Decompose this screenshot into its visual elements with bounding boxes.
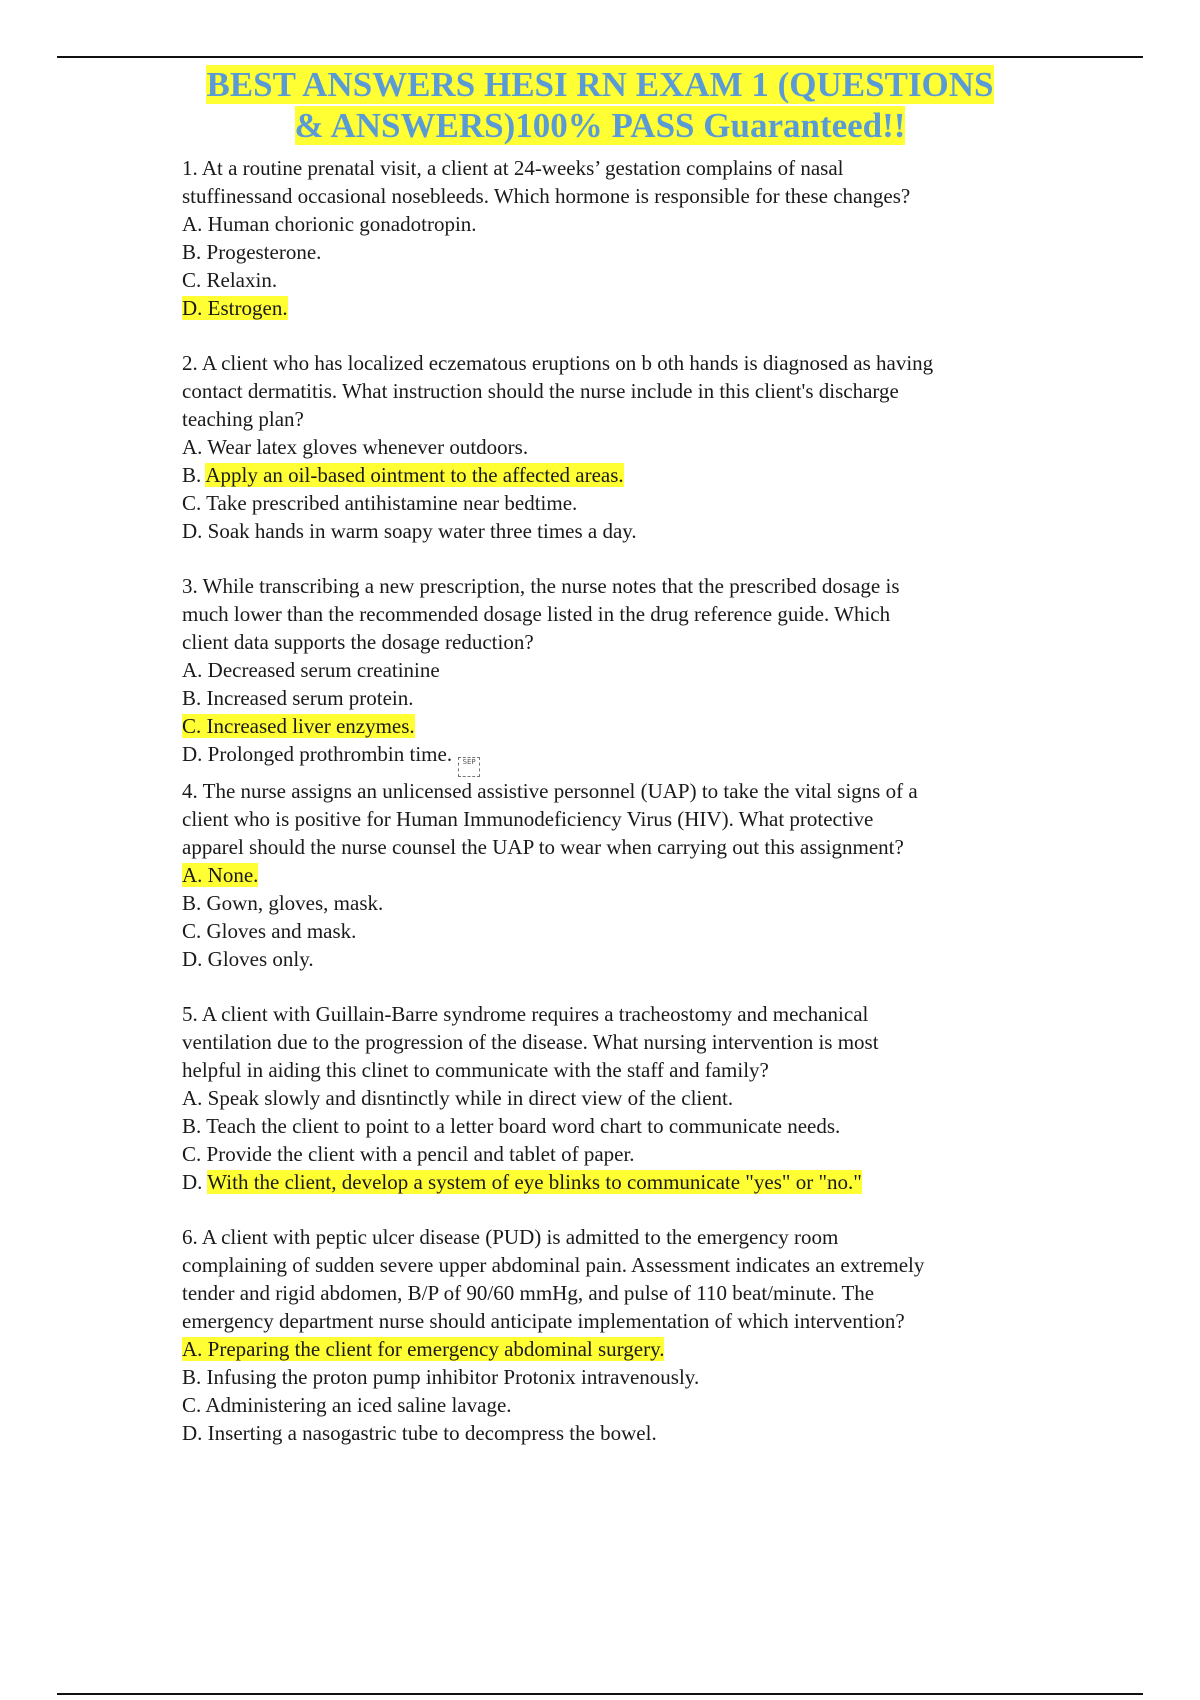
question-5-stem-line-2: ventilation due to the progression of the disease. What nursing intervention is most (182, 1030, 879, 1054)
question-5-stem (182, 1000, 1082, 1084)
question-6-stem (182, 1223, 1082, 1335)
question-5-option-c: C. Provide the client with a pencil and tablet of paper. (182, 1142, 635, 1166)
question-2-option-c: C. Take prescribed antihistamine near bedtime. (182, 491, 578, 515)
question-5 (182, 1000, 1082, 1196)
question-4-option-c: C. Gloves and mask. (182, 919, 357, 943)
question-4-stem-line-2: client who is positive for Human Immunodeficiency Virus (HIV). What protective (182, 807, 874, 831)
top-divider (57, 56, 1143, 58)
question-3-stem-line-2: much lower than the recommended dosage listed in the drug reference guide. Which (182, 602, 891, 626)
question-2 (182, 349, 1082, 545)
question-1-option-a: A. Human chorionic gonadotropin. (182, 212, 477, 236)
question-4-option-b: B. Gown, gloves, mask. (182, 891, 384, 915)
question-3-option-c-answer: C. Increased liver enzymes. (182, 714, 415, 738)
question-6-option-b: B. Infusing the proton pump inhibitor Protonix intravenously. (182, 1365, 700, 1389)
bottom-divider (57, 1693, 1143, 1695)
question-6-stem-line-3: tender and rigid abdomen, B/P of 90/60 mmHg, and pulse of 110 beat/minute. The (182, 1281, 875, 1305)
question-4-option-d: D. Gloves only. (182, 947, 314, 971)
question-6-stem-line-1: 6. A client with peptic ulcer disease (PUD) is admitted to the emergency room (182, 1225, 839, 1249)
question-6-stem-line-2: complaining of sudden severe upper abdominal pain. Assessment indicates an extremely (182, 1253, 925, 1277)
question-4 (182, 777, 1082, 973)
question-6-stem-line-4: emergency department nurse should anticipate implementation of which intervention? (182, 1309, 905, 1333)
question-1-option-b: B. Progesterone. (182, 240, 322, 264)
question-5-stem-line-1: 5. A client with Guillain-Barre syndrome requires a tracheostomy and mechanical (182, 1002, 869, 1026)
question-list (182, 154, 1082, 1474)
question-1 (182, 154, 1082, 322)
question-4-stem (182, 777, 1082, 861)
question-5-stem-line-3: helpful in aiding this clinet to communicate with the staff and family? (182, 1058, 769, 1082)
question-2-stem-line-2: contact dermatitis. What instruction should the nurse include in this client's discharge (182, 379, 899, 403)
title-line-1: BEST ANSWERS HESI RN EXAM 1 (QUESTIONS (206, 65, 994, 104)
question-2-stem-line-3: teaching plan? (182, 407, 304, 431)
question-6-option-d: D. Inserting a nasogastric tube to decompress the bowel. (182, 1421, 657, 1445)
question-1-stem-line-2: stuffinessand occasional nosebleeds. Which hormone is responsible for these changes? (182, 184, 911, 208)
question-3-option-a: A. Decreased serum creatinine (182, 658, 440, 682)
separator-glyph-icon: SEP (458, 757, 480, 777)
question-1-option-d-answer: D. Estrogen. (182, 296, 288, 320)
document-title (0, 64, 1200, 146)
question-3-stem-line-3: client data supports the dosage reduction? (182, 630, 534, 654)
question-6 (182, 1223, 1082, 1447)
question-5-option-a: A. Speak slowly and disntinctly while in direct view of the client. (182, 1086, 734, 1110)
question-2-option-a: A. Wear latex gloves whenever outdoors. (182, 435, 529, 459)
question-2-stem (182, 349, 1082, 433)
question-3-option-b: B. Increased serum protein. (182, 686, 414, 710)
question-2-option-b-answer: B. Apply an oil-based ointment to the affected areas. (182, 463, 624, 487)
question-1-option-c: C. Relaxin. (182, 268, 278, 292)
question-4-stem-line-1: 4. The nurse assigns an unlicensed assistive personnel (UAP) to take the vital signs of a (182, 779, 918, 803)
question-1-stem (182, 154, 1082, 210)
question-3-stem (182, 572, 1082, 656)
question-2-stem-line-1: 2. A client who has localized eczematous eruptions on b oth hands is diagnosed as having (182, 351, 934, 375)
question-1-stem-line-1: 1. At a routine prenatal visit, a client at 24-weeks’ gestation complains of nasal (182, 156, 844, 180)
question-5-option-b: B. Teach the client to point to a letter board word chart to communicate needs. (182, 1114, 841, 1138)
question-4-option-a-answer: A. None. (182, 863, 259, 887)
question-3 (182, 572, 1082, 777)
question-6-option-a-answer: A. Preparing the client for emergency abdominal surgery. (182, 1337, 665, 1361)
question-5-option-d-answer: D. With the client, develop a system of eye blinks to communicate "yes" or "no." (182, 1170, 862, 1194)
question-6-option-c: C. Administering an iced saline lavage. (182, 1393, 512, 1417)
question-3-option-d: D. Prolonged prothrombin time. SEP (182, 740, 1082, 777)
question-3-stem-line-1: 3. While transcribing a new prescription, the nurse notes that the prescribed dosage is (182, 574, 900, 598)
question-4-stem-line-3: apparel should the nurse counsel the UAP to wear when carrying out this assignment? (182, 835, 904, 859)
title-line-2: & ANSWERS)100% PASS Guaranteed!! (294, 106, 906, 145)
question-2-option-d: D. Soak hands in warm soapy water three times a day. (182, 519, 637, 543)
